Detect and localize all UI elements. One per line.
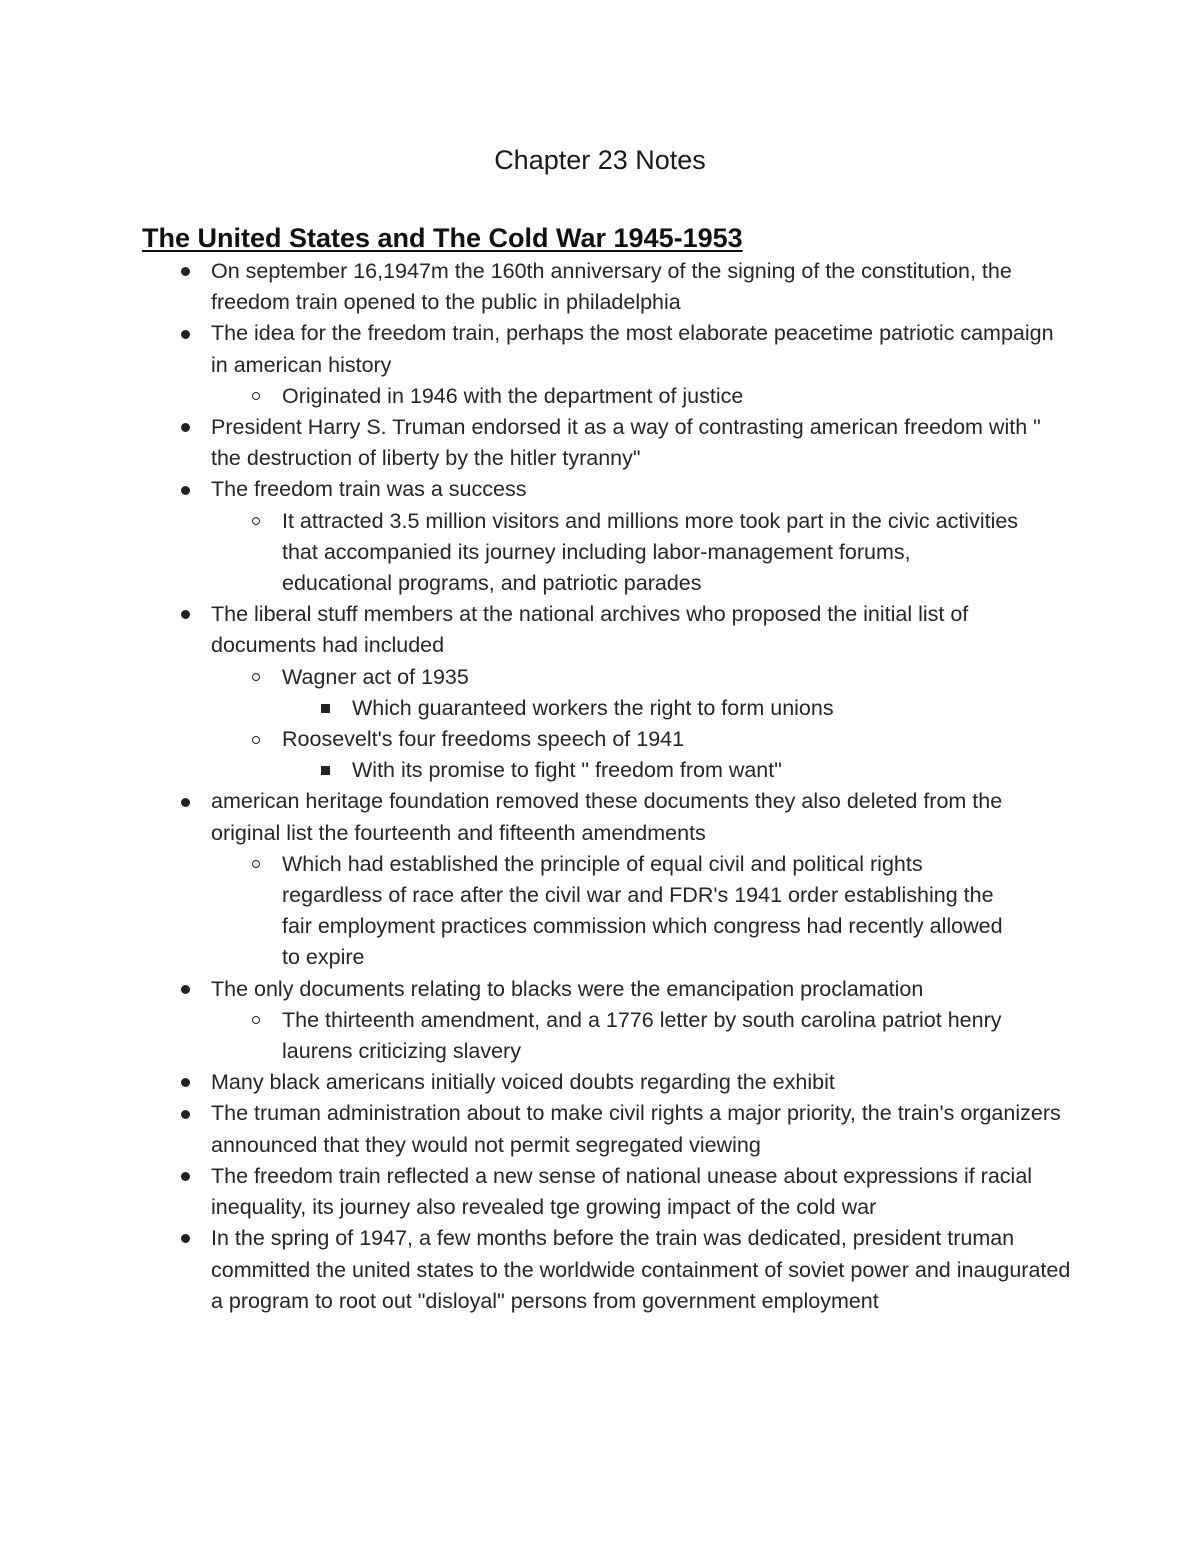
disc-bullet-icon	[181, 985, 190, 994]
disc-bullet-icon	[181, 798, 190, 807]
list-item	[0, 974, 1071, 1005]
list-item-text: Which guaranteed workers the right to form unions	[352, 695, 834, 720]
disc-bullet-icon	[181, 1110, 190, 1119]
list-item-text: The idea for the freedom train, perhaps the most elaborate peacetime patriotic campaign in american history	[211, 321, 1054, 377]
list-item-text: Many black americans initially voiced doubts regarding the exhibit	[211, 1070, 835, 1095]
circle-bullet-icon	[252, 517, 260, 525]
notes-list	[0, 256, 1200, 1317]
list-item-text: Originated in 1946 with the department of justice	[282, 383, 744, 408]
bullet-marker	[247, 724, 265, 755]
list-item-text: The thirteenth amendment, and a 1776 letter by south carolina patriot henry laurens criticizing slavery	[282, 1007, 1002, 1064]
disc-bullet-icon	[181, 267, 190, 276]
list-item	[0, 506, 1022, 600]
bullet-marker	[247, 1005, 265, 1036]
list-item-text: Roosevelt's four freedoms speech of 1941	[282, 727, 685, 752]
list-item	[0, 755, 1032, 786]
bullet-marker	[247, 506, 265, 537]
disc-bullet-icon	[181, 1234, 190, 1243]
list-item-text: The truman administration about to make civil rights a major priority, the train's organizers announced that they would not permit segregated viewing	[211, 1101, 1061, 1157]
disc-bullet-icon	[181, 1078, 190, 1087]
bullet-marker	[316, 693, 334, 724]
bullet-marker	[176, 318, 194, 349]
list-item-text: It attracted 3.5 million visitors and millions more took part in the civic activities that accompanied its journey including labor-management forums, educational programs, and patriotic parades	[282, 508, 1019, 596]
bullet-marker	[176, 599, 194, 630]
bullet-marker	[247, 849, 265, 880]
bullet-marker	[176, 1161, 194, 1192]
list-item	[0, 724, 1022, 755]
list-item	[0, 1067, 1071, 1098]
list-item	[0, 849, 1022, 974]
circle-bullet-icon	[252, 392, 260, 400]
section-heading: The United States and The Cold War 1945-1953	[142, 223, 743, 253]
list-item	[0, 318, 1071, 380]
circle-bullet-icon	[252, 860, 260, 868]
bullet-marker	[176, 1223, 194, 1254]
circle-bullet-icon	[252, 673, 260, 681]
bullet-marker	[176, 786, 194, 817]
list-item-text: Which had established the principle of equal civil and political rights regardless of race after the civil war and FDR's 1941 order establishing the fair employment practices commission which congress had recently allowed to expire	[282, 851, 1003, 970]
bullet-marker	[176, 1067, 194, 1098]
list-item-text: american heritage foundation removed these documents they also deleted from the original list the fourteenth and fifteenth amendments	[211, 789, 1003, 845]
list-item	[0, 1005, 1022, 1067]
disc-bullet-icon	[181, 486, 190, 495]
list-item	[0, 412, 1071, 474]
square-bullet-icon	[321, 766, 330, 775]
disc-bullet-icon	[181, 423, 190, 432]
list-item	[0, 786, 1071, 848]
circle-bullet-icon	[252, 736, 260, 744]
bullet-marker	[247, 662, 265, 693]
list-item-text: President Harry S. Truman endorsed it as a way of contrasting american freedom with " the destruction of liberty by the hitler tyranny"	[211, 415, 1041, 471]
list-item-text: The liberal stuff members at the national archives who proposed the initial list of documents had included	[211, 602, 969, 658]
list-item-text: The freedom train was a success	[211, 477, 527, 502]
list-item	[0, 1161, 1071, 1223]
disc-bullet-icon	[181, 330, 190, 339]
list-item	[0, 1223, 1071, 1317]
bullet-marker	[176, 474, 194, 505]
list-item	[0, 693, 1032, 724]
list-item	[0, 381, 1022, 412]
list-item-text: The only documents relating to blacks were the emancipation proclamation	[211, 976, 924, 1001]
list-item-text: Wagner act of 1935	[282, 664, 469, 689]
bullet-marker	[176, 256, 194, 287]
circle-bullet-icon	[252, 1016, 260, 1024]
list-item-text: With its promise to fight " freedom from want"	[352, 758, 782, 783]
list-item-text: The freedom train reflected a new sense of national unease about expressions if racial inequality, its journey also revealed tge growing impact of the cold war	[211, 1163, 1033, 1220]
list-item	[0, 599, 1071, 661]
list-item	[0, 256, 1071, 318]
page-title: Chapter 23 Notes	[494, 145, 706, 175]
bullet-marker	[176, 974, 194, 1005]
disc-bullet-icon	[181, 1172, 190, 1181]
list-item	[0, 662, 1022, 693]
bullet-marker	[316, 755, 334, 786]
list-item-text: In the spring of 1947, a few months before the train was dedicated, president truman committed the united states to the worldwide containment of soviet power and inaugurated a program to root out "disloyal" persons from government employment	[211, 1226, 1071, 1313]
bullet-marker	[176, 1098, 194, 1129]
disc-bullet-icon	[181, 610, 190, 619]
square-bullet-icon	[321, 704, 330, 713]
list-item	[0, 1098, 1071, 1160]
list-item-text: On september 16,1947m the 160th anniversary of the signing of the constitution, the freedom train opened to the public in philadelphia	[211, 259, 1012, 315]
bullet-marker	[247, 381, 265, 412]
bullet-marker	[176, 412, 194, 443]
list-item	[0, 474, 1071, 505]
